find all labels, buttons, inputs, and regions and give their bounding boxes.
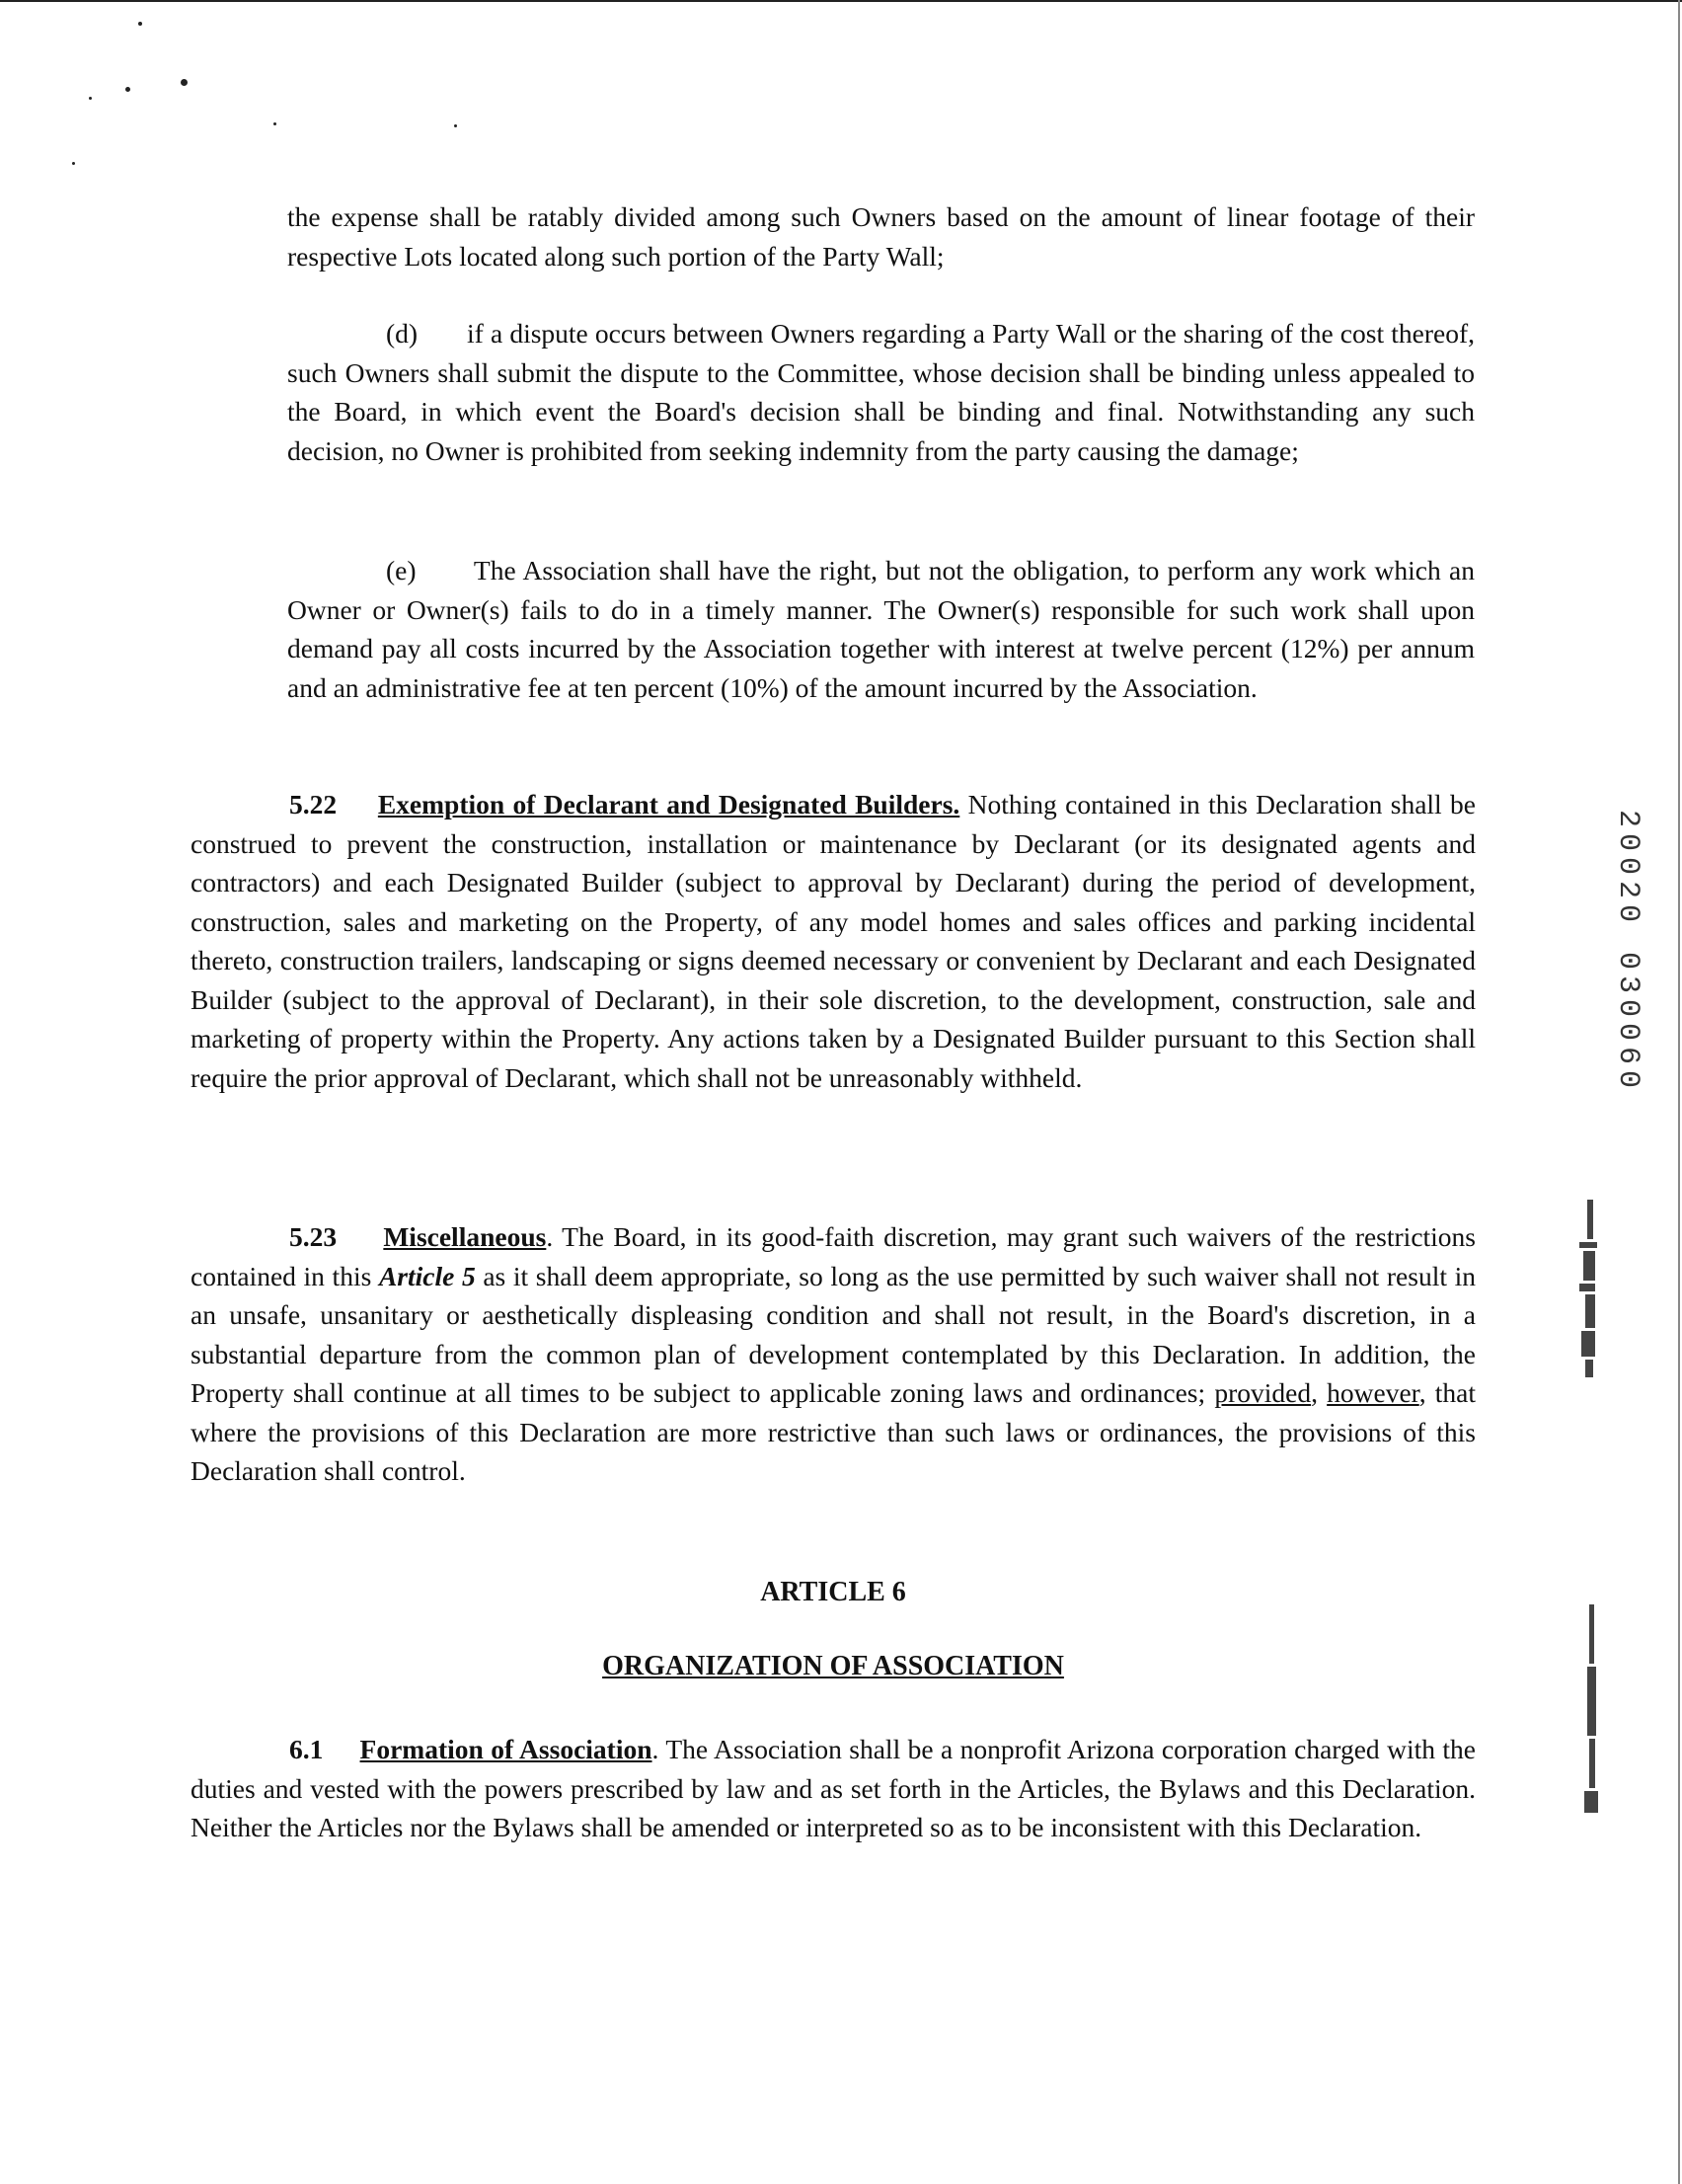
scan-speck — [273, 122, 276, 125]
scan-speck — [181, 79, 188, 86]
section-5-22 — [191, 785, 1476, 1097]
section-5-22-number: 5.22 — [289, 789, 338, 819]
section-5-23-provided: provided — [1214, 1377, 1312, 1408]
article-heading: ARTICLE 6 — [760, 1577, 906, 1607]
margin-signature-mark — [1579, 1604, 1601, 1816]
scan-edge-top — [0, 0, 1682, 2]
section-5-23-text-a: . The Board, in its good-faith discretion, may grant such waivers of the restrictions contained in this — [191, 1221, 1477, 1291]
paragraph-e-marker: (e) — [386, 555, 417, 585]
section-5-23-text-c: , that where the provisions of this Declaration are more restrictive than such laws or ordinances, the provisions of this Declaration shall control. — [191, 1377, 1477, 1486]
paragraph-d-text: if a dispute occurs between Owners regarding a Party Wall or the sharing of the cost thereof, such Owners shall submit the dispute to the Committee, whose decision shall be binding unless appealed to the Board, in which event the Board's decision shall be binding and final. Notwithstanding any such decision, no Owner is prohibited from seeking indemnity from the party causing the damage; — [287, 318, 1475, 466]
scan-speck — [454, 124, 457, 127]
section-6-1-text: . The Association shall be a nonprofit Arizona corporation charged with the duties and vested with the powers prescribed by law and as set forth in the Articles, the Bylaws and this Declaration. Neither the Articles nor the Bylaws shall be amended or interpreted so as to be inconsistent with this Declaration. — [191, 1734, 1477, 1842]
scan-edge-right — [1678, 0, 1680, 2184]
margin-recording-stamp: 20020 030060 — [1611, 810, 1644, 1095]
paragraph-c-continuation: the expense shall be ratably divided among such Owners based on the amount of linear footage of their respective Lots located along such portion of the Party Wall; — [287, 201, 1475, 272]
section-5-23-article-ref: Article 5 — [378, 1260, 476, 1291]
section-5-23-comma: , — [1311, 1377, 1318, 1408]
scan-speck — [125, 87, 130, 92]
section-5-22-text: Nothing contained in this Declaration shall be construed to prevent the construction, installation or maintenance by Declarant (or its designated agents and contractors) and each Designated Builder (subject to approval by Declarant) during the period of development, construction, sales and marketing on the Property, of any model homes and sales offices and parking incidental thereto, construction trailers, landscaping or signs deemed necessary or convenient by Declarant and each Designated Builder (subject to the approval of Declarant), in their sole discretion, to the development, construction, sale and marketing of property within the Property. Any actions taken by a Designated Builder pursuant to this Section shall require the prior approval of Declarant, which shall not be unreasonably withheld. — [191, 789, 1476, 1093]
section-5-23-however: however — [1327, 1377, 1419, 1408]
paragraph-e-text: The Association shall have the right, but not the obligation, to perform any work which an Owner or Owner(s) fails to do in a timely manner. The Owner(s) responsible for such work shall upon demand pay all costs incurred by the Association together with interest at twelve percent (12%) per annum and an administrative fee at ten percent (10%) of the amount incurred by the Association. — [287, 555, 1475, 703]
scan-speck — [138, 22, 142, 26]
section-5-23-text-b: as it shall deem appropriate, so long as the use permitted by such waiver shall not result in an unsafe, unsanitary or aesthetically displeasing condition and shall not result, in the Board's discretion, in a substantial departure from the common plan of development contemplated by this Declaration. In addition, the Property shall continue at all times to be subject to applicable zoning laws and ordinances; — [191, 1260, 1477, 1408]
section-5-23 — [191, 1217, 1476, 1491]
section-6-1 — [191, 1730, 1476, 1847]
section-5-23-title: Miscellaneous — [383, 1221, 547, 1252]
article-title: ORGANIZATION OF ASSOCIATION — [602, 1651, 1064, 1681]
section-6-1-number: 6.1 — [289, 1734, 324, 1764]
section-6-1-title: Formation of Association — [359, 1734, 652, 1764]
scan-speck — [72, 162, 75, 165]
section-5-23-number: 5.23 — [289, 1221, 338, 1252]
margin-barcode-mark — [1579, 1200, 1601, 1380]
scan-speck — [89, 97, 92, 100]
paragraph-d — [287, 314, 1475, 470]
paragraph-d-marker: (d) — [386, 318, 419, 349]
paragraph-e — [287, 551, 1475, 707]
section-5-22-title: Exemption of Declarant and Designated Builders. — [377, 789, 960, 819]
